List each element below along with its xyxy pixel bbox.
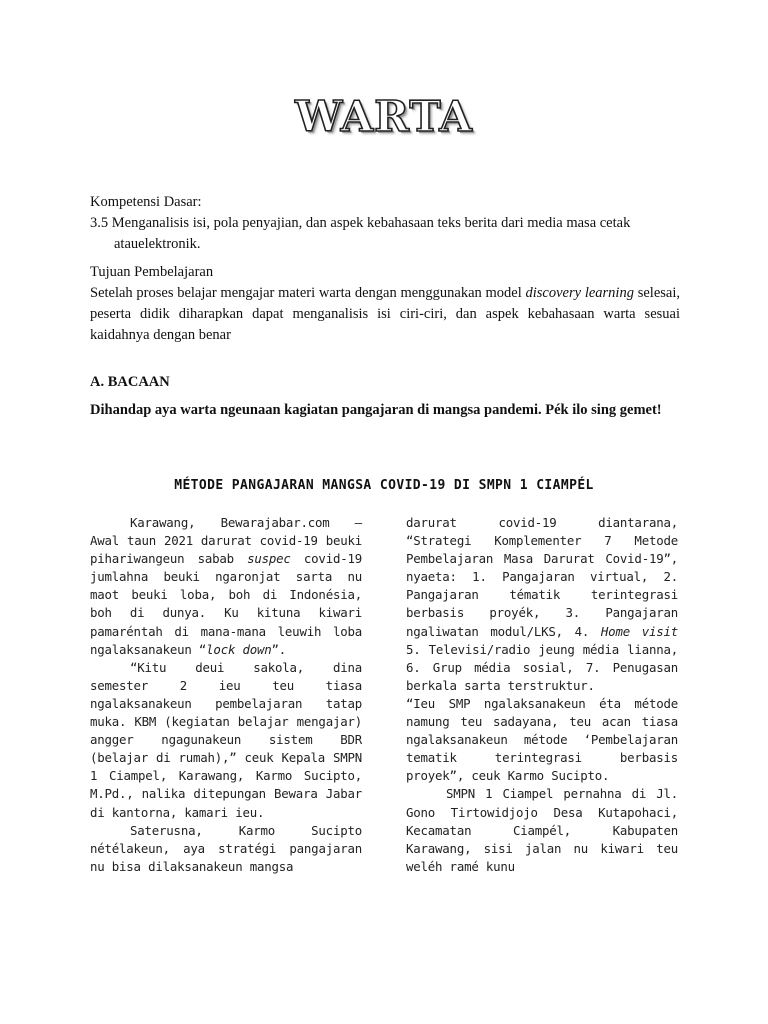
- article-paragraph: Saterusna, Karmo Sucipto nétélakeun, aya stratégi pangajaran nu bisa dilaksanakeun mangsa: [90, 822, 362, 874]
- kompetensi-line-continued: atauelektronik.: [114, 236, 201, 252]
- article-italic-text: Home visit: [600, 623, 678, 639]
- article-left-column: [90, 514, 362, 876]
- article-title: MÉTODE PANGAJARAN MANGSA COVID-19 DI SMPN 1 CIAMPÉL: [174, 478, 594, 493]
- article-italic-text: lock down: [206, 641, 272, 657]
- article-text: ”.: [271, 641, 287, 657]
- article-right-column: [406, 514, 678, 876]
- article-paragraph: [90, 514, 362, 659]
- tujuan-heading: Tujuan Pembelajaran: [90, 264, 214, 280]
- article-paragraph: SMPN 1 Ciampel pernahna di Jl. Gono Tirtowidjojo Desa Kutapohaci, Kecamatan Ciampél, Kabupaten Karawang, sisi jalan nu kiwari teu weléh ramé kunu: [406, 786, 678, 874]
- article-paragraph: “Kitu deui sakola, dina semester 2 ieu teu tiasa ngalaksanakeun pembelajaran tatap muka. KBM (kegiatan belajar mengajar) angger ngagunakeun sistem BDR (belajar di rumah),” ceuk Kepala SMPN 1 Ciampel, Karawang, Karmo Sucipto, M.Pd., nalika ditepungan Bewara Jabar di kantorna, kamari ieu.: [90, 659, 362, 820]
- tujuan-text-a: Setelah proses belajar mengajar materi warta dengan menggunakan model: [90, 285, 526, 301]
- kompetensi-line: 3.5 Menganalisis isi, pola penyajian, dan aspek kebahasaan teks berita dari media masa cetak: [90, 215, 631, 231]
- article-italic-text: suspec: [247, 551, 291, 567]
- tujuan-text: [90, 283, 680, 346]
- tujuan-text-italic: discovery learning: [525, 285, 634, 301]
- tujuan-text-b: selesai, peserta didik diharapkan dapat menganalisis isi ciri-ciri, dan aspek kebahasaan warta sesuai kaidahnya dengan benar: [90, 285, 680, 343]
- article-paragraph: [406, 514, 678, 695]
- article-text: 5. Televisi/radio jeung média lianna, 6. Grup média sosial, 7. Penugasan berkala sarta terstruktur.: [406, 641, 678, 693]
- article-text: darurat covid-19 diantarana, “Strategi Komplementer 7 Metode Pembelajaran Masa Darurat Covid-19”, nyaeta: 1. Pangajaran virtual, 2. Pangajaran tématik terintegrasi berbasis proyék, 3. Pangajaran ngaliwatan modul/LKS, 4.: [406, 515, 678, 639]
- article-paragraph: “Ieu SMP ngalaksanakeun éta métode namung teu sadayana, teu acan tiasa ngalaksanakeun métode ‘Pembelajaran tematik terintegrasi berbasis proyek”, ceuk Karmo Sucipto.: [406, 695, 678, 784]
- bacaan-intro: Dihandap aya warta ngeunaan kagiatan pangajaran di mangsa pandemi. Pék ilo sing gemet!: [90, 402, 662, 418]
- article-text: covid-19 jumlahna beuki ngaronjat sarta nu maot beuki loba, boh di Indonésia, boh di dunya. Ku kituna kiwari pamaréntah di mana-mana leuwih loba ngalaksanakeun “: [90, 551, 362, 657]
- tujuan-section: [90, 262, 680, 346]
- article-text: Karawang, Bewarajabar.com — Awal taun 2021 darurat covid-19 beuki pihariwangeun sabab: [90, 515, 362, 567]
- document-title: WARTA: [295, 92, 473, 141]
- kompetensi-dasar-section: [90, 192, 680, 255]
- bacaan-heading: A. BACAAN: [90, 374, 170, 390]
- kompetensi-heading: Kompetensi Dasar:: [90, 194, 202, 210]
